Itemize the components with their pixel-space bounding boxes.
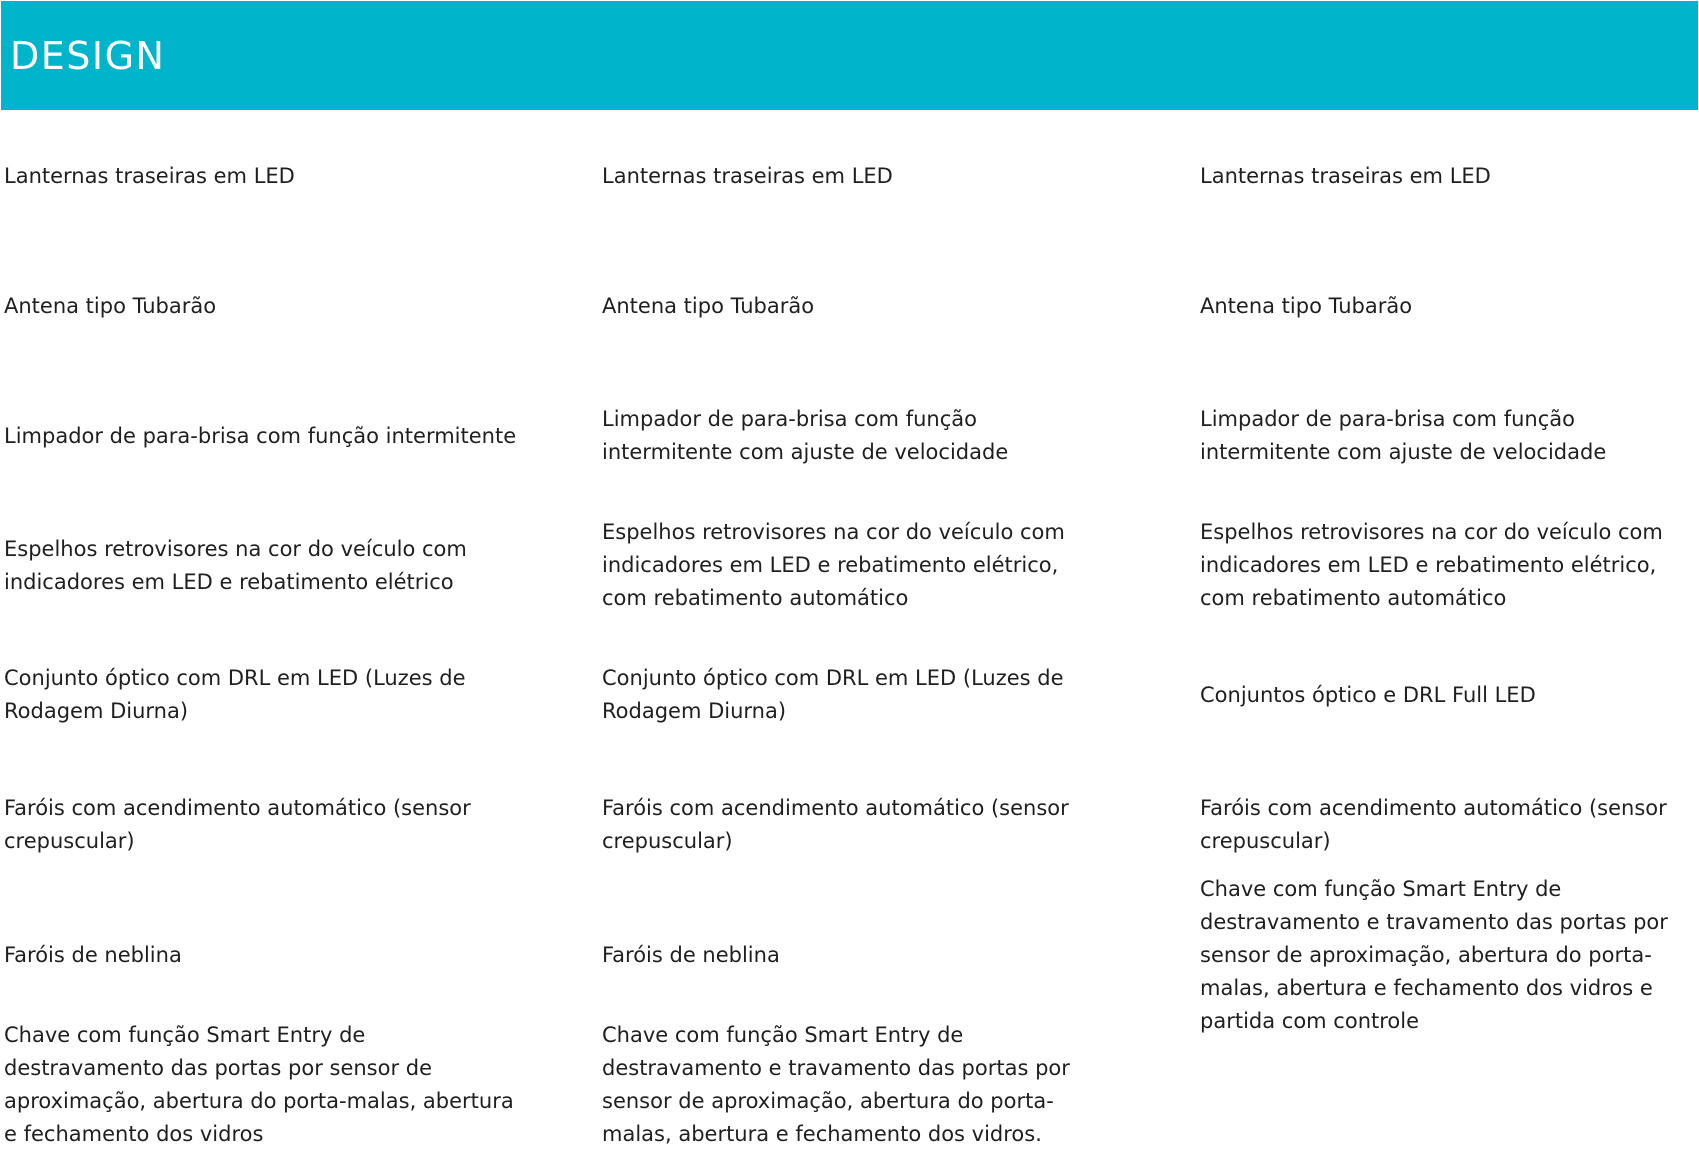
spec-cell: Chave com função Smart Entry de destravamento e travamento das portas por sensor de aproximação, abertura do porta-malas, abertura e fechamento dos vidros. [602,1023,1070,1146]
spec-cell: Lanternas traseiras em LED [4,164,295,188]
spec-cell: Espelhos retrovisores na cor do veículo com indicadores em LED e rebatimento elétrico [4,536,467,594]
spec-cell [1200,1019,1696,1151]
spec-cell: Faróis de neblina [4,942,182,967]
section-title: DESIGN [10,34,166,78]
spec-cell: Faróis com acendimento automático (sensor crepuscular) [1200,796,1667,853]
spec-cell: Faróis com acendimento automático (sensor crepuscular) [602,796,1069,853]
spec-cell: Antena tipo Tubarão [602,294,815,318]
spec-cell: Espelhos retrovisores na cor do veículo com indicadores em LED e rebatimento elétrico, com rebatimento automático [602,520,1065,610]
spec-cell: Conjunto óptico com DRL em LED (Luzes de Rodagem Diurna) [602,666,1064,723]
spec-cell: Faróis com acendimento automático (sensor crepuscular) [4,796,471,853]
spec-cell: Lanternas traseiras em LED [1200,164,1491,188]
spec-cell: Antena tipo Tubarão [4,294,217,318]
spec-cell: Limpador de para-brisa com função intermitente [4,423,517,448]
spec-cell: Conjunto óptico com DRL em LED (Luzes de Rodagem Diurna) [4,666,466,723]
spec-cell: Chave com função Smart Entry de destravamento das portas por sensor de aproximação, abertura do porta-malas, abertura e fechamento dos vidros [4,1023,514,1146]
spec-cell: Conjuntos óptico e DRL Full LED [1200,682,1536,707]
spec-cell: Espelhos retrovisores na cor do veículo com indicadores em LED e rebatimento elétrico, com rebatimento automático [1200,520,1663,610]
spec-cell: Limpador de para-brisa com função intermitente com ajuste de velocidade [1200,407,1607,464]
spec-cell: Lanternas traseiras em LED [602,164,893,188]
spec-cell: Limpador de para-brisa com função intermitente com ajuste de velocidade [602,407,1009,464]
spec-cell: Chave com função Smart Entry de destravamento e travamento das portas por sensor de aproximação, abertura do porta-malas, abertura e fechamento dos vidros e partida com controle [1200,876,1668,1033]
spec-cell: Antena tipo Tubarão [1200,294,1413,318]
spec-cell: Faróis de neblina [602,942,780,967]
section-header [1,1,1698,110]
